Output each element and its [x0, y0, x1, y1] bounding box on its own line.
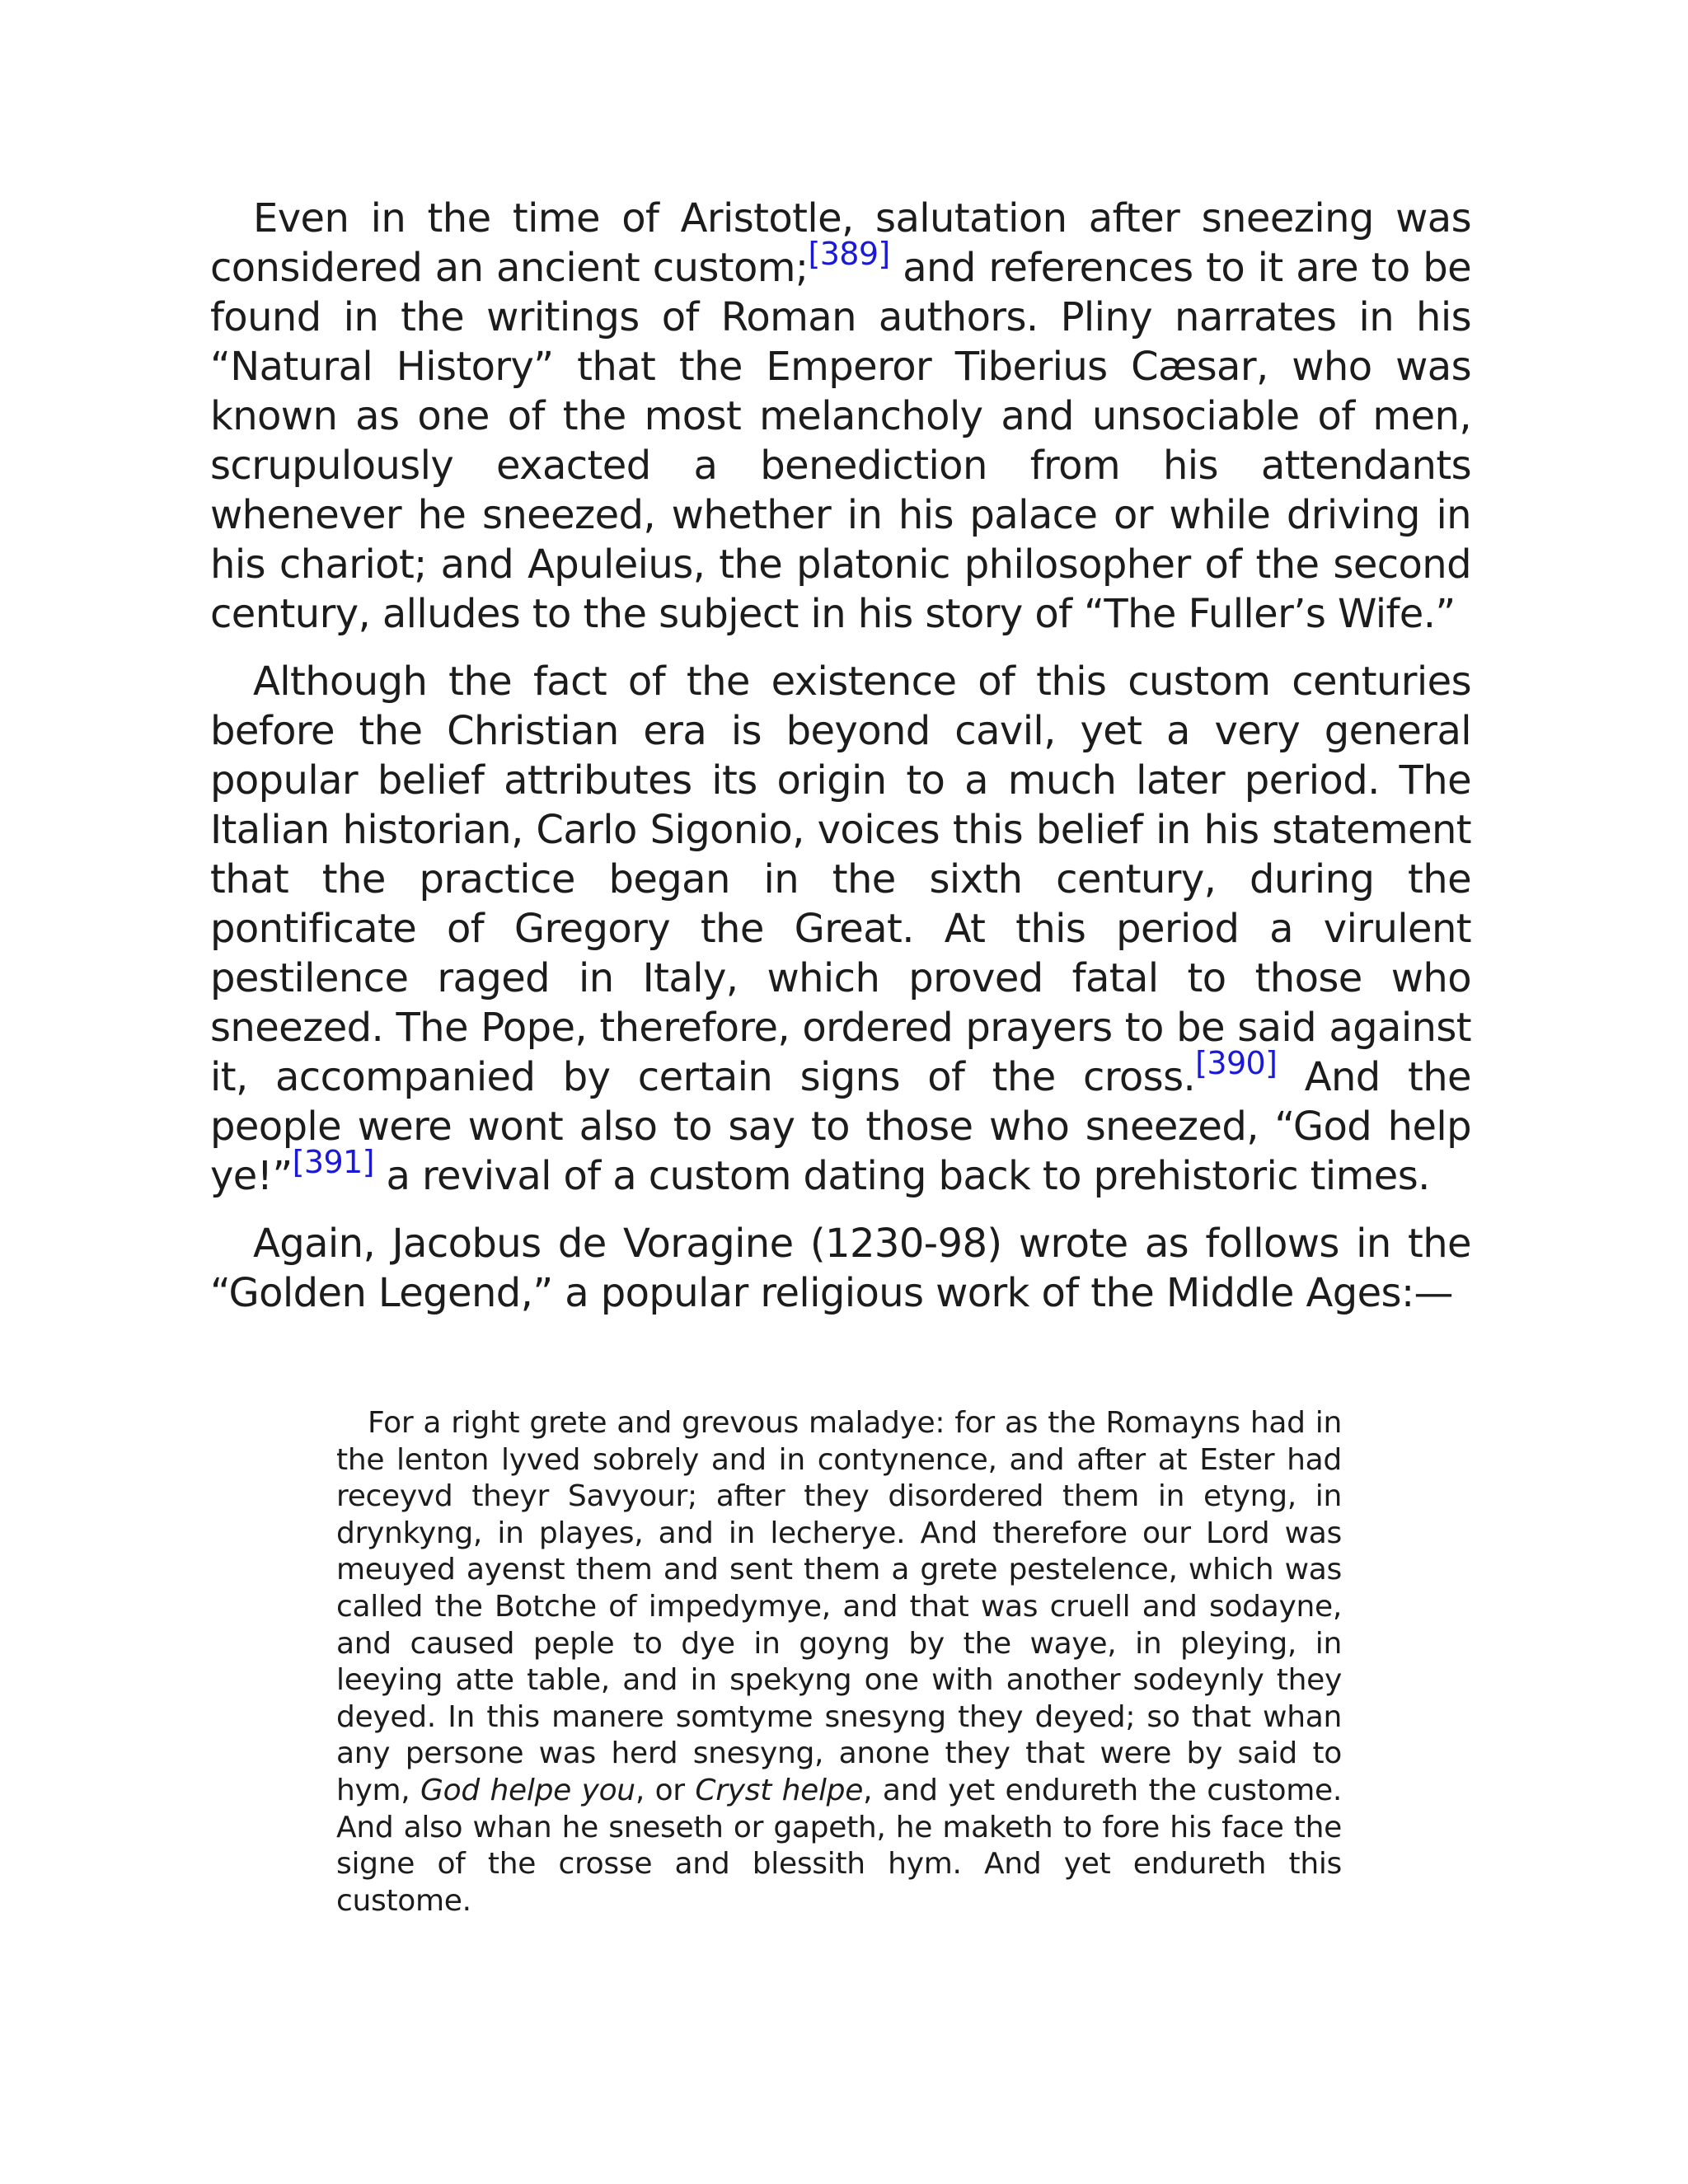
golden-legend-quotation: [336, 1405, 1342, 1919]
paragraph-text: a revival of a custom dating back to prehistoric times.: [373, 1153, 1430, 1199]
document-page: [210, 194, 1472, 1918]
paragraph-text: Even in the time of Aristotle, salutation after sneezing was considered an ancient custom;: [210, 195, 1471, 291]
quote-italic-cryst-helpe: Cryst helpe: [695, 1773, 864, 1807]
paragraph-text: and references to it are to be found in the writings of Roman authors. Pliny narrates in his “Natural History” that the Emperor Tiberius Cæsar, who was known as one of the most melancholy and unsociable of men, scrupulously exacted a benediction from his attendants whenever he sneezed, whether in his palace or while driving in his chariot; and Apuleius, the platonic philosopher of the second century, alludes to the subject in his story of “The Fuller’s Wife.”: [210, 245, 1472, 637]
paragraph-text: Although the fact of the existence of this custom centuries before the Christian era is beyond cavil, yet a very general popular belief attributes its origin to a much later period. The Italian historian, Carlo Sigonio, voices this belief in his statement that the practice began in the sixth century, during the pontificate of Gregory the Great. At this period a virulent pestilence raged in Italy, which proved fatal to those who sneezed. The Pope, therefore, ordered prayers to be said against it, accompanied by certain signs of the cross.: [210, 658, 1471, 1100]
footnote-link-391[interactable]: [391]: [292, 1144, 374, 1180]
footnote-link-390[interactable]: [390]: [1195, 1045, 1278, 1081]
paragraph-christian-era: [210, 657, 1471, 1201]
quote-italic-god-helpe-you: God helpe you: [420, 1773, 635, 1807]
paragraph-voragine: [210, 1219, 1471, 1318]
paragraph-text: Again, Jacobus de Voragine (1230-98) wrote as follows in the “Golden Legend,” a popular religious work of the Middle Ages:—: [210, 1221, 1471, 1316]
quote-text: , or: [635, 1773, 696, 1807]
footnote-link-389[interactable]: [389]: [808, 236, 890, 272]
quote-text: , and yet endureth the custome. And also whan he sneseth or gapeth, he maketh to fore his face the signe of the crosse and blessith hym. And yet endureth this custome.: [336, 1773, 1342, 1918]
paragraph-aristotle: [210, 194, 1471, 639]
paragraph-text: And the people were wont also to say to those who sneezed, “God help ye!”: [210, 1054, 1471, 1199]
quote-text: For a right grete and grevous maladye: for as the Romayns had in the lenton lyved sobrely and in contynence, and after at Ester had receyvd theyr Savyour; after they disordered them in etyng, in drynkyng, in playes, and in lecherye. And therefore our Lord was meuyed ayenst them and sent them a grete pestelence, which was called the Botche of impedymye, and that was cruell and sodayne, and caused peple to dye in goyng by the waye, in pleying, in leeying atte table, and in spekyng one with another sodeynly they deyed. In this manere somtyme snesyng they deyed; so that whan any persone was herd snesyng, anone they that were by said to hym,: [336, 1406, 1342, 1807]
